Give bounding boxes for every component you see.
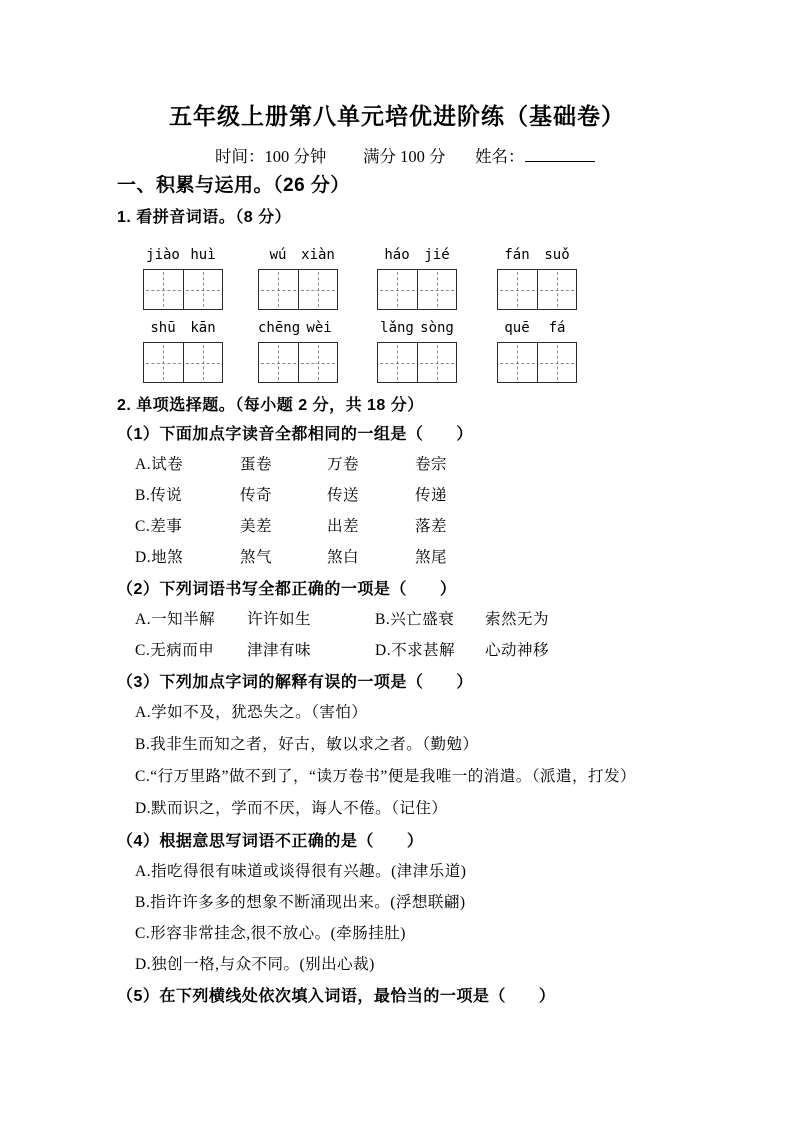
pinyin-group <box>143 246 223 264</box>
pinyin-group <box>258 246 338 264</box>
pinyin-syllable: fá <box>548 320 566 336</box>
pinyin-group <box>258 319 338 337</box>
q2-sub2-option-row-2 <box>135 638 549 660</box>
writing-grid-group <box>258 269 338 310</box>
writing-box[interactable] <box>259 270 298 309</box>
writing-grid-row-1 <box>0 269 794 313</box>
option-cell: 出差 <box>327 518 360 535</box>
q2-sub4-item-c: C.形容非常挂念,很不放心。(牵肠挂肚) <box>135 925 406 942</box>
writing-box[interactable] <box>537 270 577 309</box>
writing-box[interactable] <box>183 270 223 309</box>
question1-heading: 1. 看拼音词语。（8 分） <box>117 209 292 226</box>
q2-sub3-item-a: A.学如不及，犹恐失之。（害怕） <box>135 704 368 721</box>
section1-heading: 一、积累与运用。（26 分） <box>117 175 350 196</box>
writing-grid-group <box>497 269 577 310</box>
pinyin-syllable: huì <box>190 247 216 263</box>
option-cell: 蛋卷 <box>240 456 273 473</box>
pinyin-syllable: jié <box>424 247 450 263</box>
writing-box[interactable] <box>417 343 457 382</box>
q2-sub4-item-a: A.指吃得很有味道或谈得很有兴趣。(津津乐道) <box>135 863 467 880</box>
pinyin-group <box>377 319 457 337</box>
q2-sub2-option-row-1 <box>135 607 549 629</box>
option-cell: 心动神移 <box>485 642 550 659</box>
writing-box[interactable] <box>144 343 183 382</box>
name-blank[interactable] <box>525 145 595 162</box>
option-cell: C.无病而申 <box>135 642 215 659</box>
pinyin-syllable: wèi <box>306 320 332 336</box>
option-cell: D.地煞 <box>135 549 184 566</box>
name-field <box>475 143 595 167</box>
info-line <box>0 143 794 167</box>
option-cell: D.不求甚解 <box>375 642 456 659</box>
writing-grid-group <box>497 342 577 383</box>
option-cell: B.传说 <box>135 487 183 504</box>
option-cell: 传送 <box>327 487 360 504</box>
pinyin-row-1 <box>0 246 794 264</box>
pinyin-syllable: suǒ <box>544 247 570 263</box>
option-cell: A.试卷 <box>135 456 184 473</box>
pinyin-group <box>497 319 577 337</box>
option-cell: A.一知半解 <box>135 611 216 628</box>
time-label: 时间：100 分钟 <box>215 147 327 166</box>
option-cell: 万卷 <box>327 456 360 473</box>
pinyin-syllable: kān <box>190 320 216 336</box>
writing-box[interactable] <box>144 270 183 309</box>
pinyin-syllable: jiào <box>146 247 180 263</box>
option-cell: 传递 <box>415 487 448 504</box>
writing-box[interactable] <box>498 270 537 309</box>
q2-sub1-option-row-d <box>135 545 447 567</box>
option-cell: B.兴亡盛衰 <box>375 611 455 628</box>
writing-grid-group <box>377 342 457 383</box>
q2-sub3-item-d: D.默而识之，学而不厌，诲人不倦。（记住） <box>135 800 448 817</box>
writing-grid-group <box>143 269 223 310</box>
option-cell: 卷宗 <box>415 456 448 473</box>
writing-box[interactable] <box>259 343 298 382</box>
pinyin-syllable: xiàn <box>301 247 335 263</box>
writing-box[interactable] <box>498 343 537 382</box>
pinyin-syllable: quē <box>504 320 530 336</box>
q2-sub4-item-b: B.指许许多多的想象不断涌现出来。(浮想联翩) <box>135 894 466 911</box>
writing-grid-row-2 <box>0 342 794 386</box>
q2-sub1-option-row-b <box>135 483 447 505</box>
option-cell: 传奇 <box>240 487 273 504</box>
pinyin-syllable: fán <box>504 247 530 263</box>
writing-box[interactable] <box>378 343 417 382</box>
q2-sub1-option-row-a <box>135 452 447 474</box>
pinyin-syllable: chēng <box>258 320 301 336</box>
name-label: 姓名： <box>475 147 525 166</box>
writing-box[interactable] <box>537 343 577 382</box>
pinyin-row-2 <box>0 319 794 337</box>
full-score-label: 满分 100 分 <box>363 147 446 166</box>
pinyin-syllable: háo <box>384 247 410 263</box>
option-cell: 煞气 <box>240 549 273 566</box>
paper-title: 五年级上册第八单元培优进阶练（基础卷） <box>169 103 625 129</box>
q2-sub2-heading: （2）下列词语书写全都正确的一项是（ ） <box>117 581 457 598</box>
pinyin-syllable: wú <box>269 247 287 263</box>
option-cell: 津津有味 <box>247 642 312 659</box>
writing-box[interactable] <box>417 270 457 309</box>
option-cell: C.差事 <box>135 518 183 535</box>
q2-sub1-option-row-c <box>135 514 447 536</box>
q2-sub3-item-c: C.“行万里路”做不到了，“读万卷书”便是我唯一的消遣。（派遣，打发） <box>135 768 636 785</box>
q2-sub4-heading: （4）根据意思写词语不正确的是（ ） <box>117 833 424 850</box>
option-cell: 落差 <box>415 518 448 535</box>
q2-sub3-heading: （3）下列加点字词的解释有误的一项是（ ） <box>117 674 473 691</box>
option-cell: 煞白 <box>327 549 360 566</box>
writing-box[interactable] <box>298 270 338 309</box>
pinyin-group <box>377 246 457 264</box>
pinyin-group <box>497 246 577 264</box>
option-cell: 索然无为 <box>485 611 550 628</box>
writing-box[interactable] <box>298 343 338 382</box>
writing-grid-group <box>258 342 338 383</box>
q2-sub3-item-b: B.我非生而知之者，好古，敏以求之者。（勤勉） <box>135 736 479 753</box>
pinyin-syllable: lǎng <box>380 320 414 336</box>
q2-sub1-heading: （1）下面加点字读音全都相同的一组是（ ） <box>117 426 473 443</box>
question2-heading: 2. 单项选择题。（每小题 2 分，共 18 分） <box>117 397 424 414</box>
option-cell: 美差 <box>240 518 273 535</box>
option-cell: 许许如生 <box>247 611 312 628</box>
writing-box[interactable] <box>183 343 223 382</box>
writing-grid-group <box>143 342 223 383</box>
q2-sub5-heading: （5）在下列横线处依次填入词语，最恰当的一项是（ ） <box>117 988 556 1005</box>
writing-box[interactable] <box>378 270 417 309</box>
q2-sub4-item-d: D.独创一格,与众不同。(别出心裁) <box>135 956 375 973</box>
pinyin-group <box>143 319 223 337</box>
writing-grid-group <box>377 269 457 310</box>
pinyin-syllable: shū <box>150 320 176 336</box>
pinyin-syllable: sòng <box>420 320 454 336</box>
option-cell: 煞尾 <box>415 549 448 566</box>
